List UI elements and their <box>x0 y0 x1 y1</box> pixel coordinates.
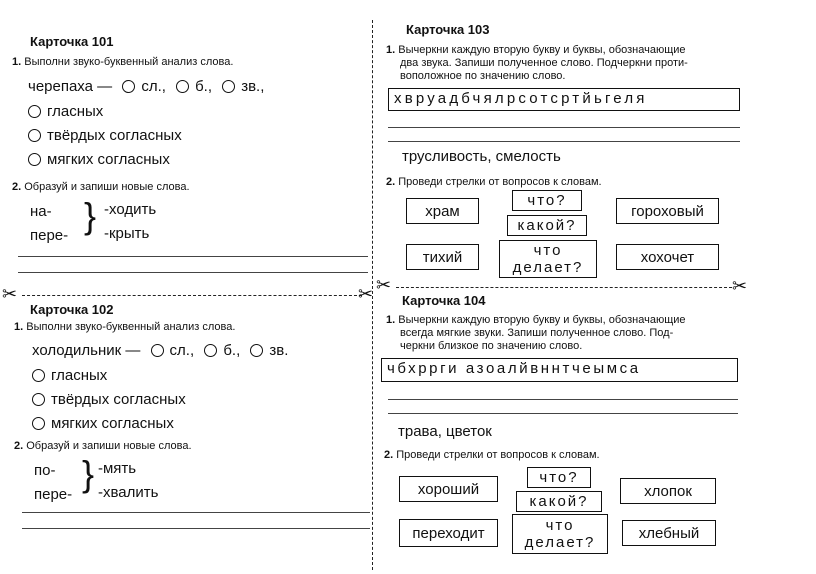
card103-word-box[interactable]: хохочет <box>616 244 719 270</box>
card101-root2: -крыть <box>104 225 150 242</box>
cut-line <box>396 287 732 288</box>
card104-task1-line2: всегда мягкие звуки. Запиши полученное слово. Под- <box>400 327 674 339</box>
card101-task2: 2. Образуй и запиши новые слова. <box>12 181 190 193</box>
card104-task2: 2. Проведи стрелки от вопросов к словам. <box>384 449 600 461</box>
card103-words: трусливость, смелость <box>402 148 561 165</box>
scissors-icon: ✂ <box>376 275 392 295</box>
scissors-icon: ✂ <box>2 284 18 304</box>
card101-title: Карточка 101 <box>30 34 114 49</box>
card104-question-box[interactable]: какой? <box>516 491 602 512</box>
card104-task1-line3: черкни близкое по значению слово. <box>400 340 583 352</box>
write-line <box>18 256 368 257</box>
card102-root1: -мять <box>98 460 137 477</box>
circle-icon <box>176 80 189 93</box>
card103-question-box[interactable]: что? <box>512 190 582 211</box>
write-line <box>388 127 740 128</box>
circle-icon <box>32 417 45 430</box>
card103-question-box[interactable]: что делает? <box>499 240 597 278</box>
scissors-icon: ✂ <box>358 284 374 304</box>
card104-question-box[interactable]: что делает? <box>512 514 608 554</box>
card101-line1: гласных <box>28 103 103 120</box>
circle-icon <box>32 369 45 382</box>
card103-word-box[interactable]: храм <box>406 198 479 224</box>
write-line <box>22 512 370 513</box>
card104-words: трава, цветок <box>398 423 492 440</box>
card102-word-row: холодильник — сл., б., зв. <box>32 342 289 359</box>
card101-prefix1: на- <box>30 203 52 220</box>
card103-question-box[interactable]: какой? <box>507 215 587 236</box>
cut-line <box>22 295 362 296</box>
circle-icon <box>250 344 263 357</box>
card102-prefix1: по- <box>34 462 56 479</box>
card102-task1: 1. Выполни звуко-буквенный анализ слова. <box>14 321 236 333</box>
circle-icon <box>28 153 41 166</box>
card101-root1: -ходить <box>104 201 157 218</box>
write-line <box>388 399 738 400</box>
write-line <box>388 413 738 414</box>
card102-title: Карточка 102 <box>30 302 114 317</box>
write-line <box>388 141 740 142</box>
write-line <box>18 272 368 273</box>
card102-line1: гласных <box>32 367 107 384</box>
card103-letter-row: хвруадбчялрсотсртйьгеля <box>388 88 740 111</box>
card103-task1-line2: два звука. Запиши полученное слово. Подчеркни проти- <box>400 57 688 69</box>
card104-word-box[interactable]: хороший <box>399 476 498 502</box>
card101-prefix2: пере- <box>30 227 69 244</box>
card104-question-box[interactable]: что? <box>527 467 591 488</box>
circle-icon <box>204 344 217 357</box>
circle-icon <box>28 105 41 118</box>
card102-line2: твёрдых согласных <box>32 391 186 408</box>
card101-word: черепаха — <box>28 78 113 95</box>
card104-word-box[interactable]: хлопок <box>620 478 716 504</box>
card104-task1: 1. Вычеркни каждую вторую букву и буквы, обозначающие <box>386 314 686 326</box>
brace-icon: } <box>82 453 95 494</box>
card104-word-box[interactable]: хлебный <box>622 520 716 546</box>
card104-title: Карточка 104 <box>402 293 486 308</box>
circle-icon <box>28 129 41 142</box>
brace-icon: } <box>84 195 97 236</box>
card102-line3: мягких согласных <box>32 415 174 432</box>
cut-line-vertical <box>372 20 373 570</box>
card101-word-row: черепаха — сл., б., зв., <box>28 78 265 95</box>
card101-line2: твёрдых согласных <box>28 127 182 144</box>
write-line <box>22 528 370 529</box>
card102-task2: 2. Образуй и запиши новые слова. <box>14 440 192 452</box>
card102-root2: -хвалить <box>98 484 159 501</box>
card103-word-box[interactable]: тихий <box>406 244 479 270</box>
card102-prefix2: пере- <box>34 486 73 503</box>
circle-icon <box>122 80 135 93</box>
circle-icon <box>151 344 164 357</box>
card104-word-box[interactable]: переходит <box>399 519 498 547</box>
card103-task1: 1. Вычеркни каждую вторую букву и буквы, обозначающие <box>386 44 686 56</box>
circle-icon <box>222 80 235 93</box>
card103-task1-line3: воположное по значению слово. <box>400 70 566 82</box>
scissors-icon: ✂ <box>732 276 748 296</box>
card101-task1: 1. Выполни звуко-буквенный анализ слова. <box>12 56 234 68</box>
card103-title: Карточка 103 <box>406 22 490 37</box>
card101-line3: мягких согласных <box>28 151 170 168</box>
card102-word: холодильник — <box>32 342 141 359</box>
card103-task2: 2. Проведи стрелки от вопросов к словам. <box>386 176 602 188</box>
circle-icon <box>32 393 45 406</box>
card104-letter-row: чбхррги азоалйвннтчеымса <box>381 358 738 382</box>
card103-word-box[interactable]: гороховый <box>616 198 719 224</box>
